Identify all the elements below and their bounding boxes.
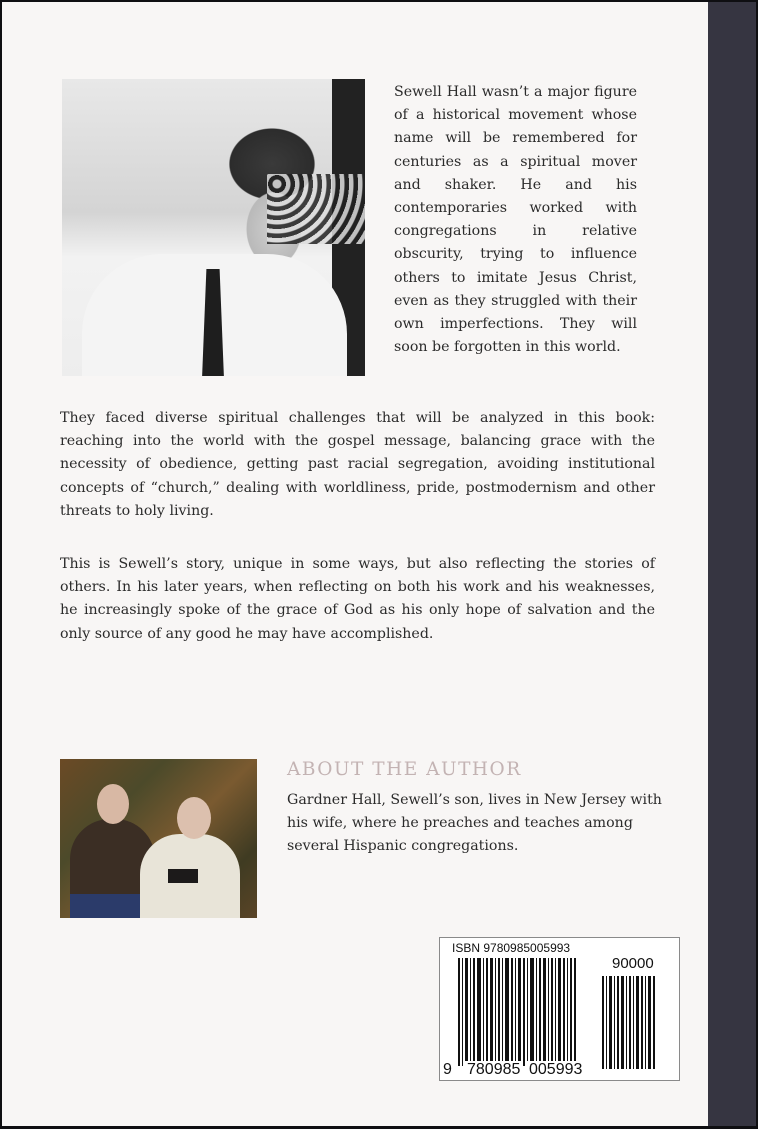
about-author-heading: ABOUT THE AUTHOR xyxy=(287,759,522,780)
chair-pattern xyxy=(267,174,365,244)
barcode-bars-addon xyxy=(602,976,667,1069)
person-right-head xyxy=(177,797,211,839)
author-photo xyxy=(60,759,257,918)
barcode-digit-first: 9 xyxy=(443,1061,452,1078)
addon-price-code: 90000 xyxy=(612,955,654,972)
person-left-head xyxy=(97,784,129,824)
person-left-jeans xyxy=(70,894,150,918)
bible-book xyxy=(168,869,198,883)
barcode-digit-group2: 005993 xyxy=(529,1061,583,1078)
barcode-bars-main xyxy=(458,958,588,1066)
back-cover xyxy=(2,2,708,1126)
story-paragraph: This is Sewell’s story, unique in some ways, but also reflecting the stories of others. In his later years, when reflecting on both his work and his weaknesses, he increasingly spoke of the grace of God as his only hope of salvation and the only source of any good he may have accomplished. xyxy=(60,556,655,642)
barcode-digit-group1: 780985 xyxy=(467,1061,521,1078)
isbn-label: ISBN 9780985005993 xyxy=(452,941,571,955)
about-author-text: Gardner Hall, Sewell’s son, lives in New Jersey with his wife, where he preaches and teaches among several Hispanic congregations. xyxy=(287,792,662,855)
spine-edge xyxy=(708,2,756,1126)
isbn-barcode xyxy=(439,937,680,1081)
challenges-paragraph: They faced diverse spiritual challenges that will be analyzed in this book: reaching into the world with the gospel message, balancing grace with the necessity of obedience, getting past racial segregation, avoiding institutional concepts of “church,” dealing with worldliness, pride, postmodernism and other threats to holy living. xyxy=(60,410,655,519)
portrait-photo xyxy=(62,79,365,376)
intro-text: Sewell Hall wasn’t a major figure of a historical movement whose name will be remembered for centuries as a spiritual mover and shaker. He and his contemporaries worked with congregations in relative obscurity, trying to influence others to imitate Jesus Christ, even as they struggled with their own imperfections. They will soon be forgotten in this world. xyxy=(394,84,637,356)
